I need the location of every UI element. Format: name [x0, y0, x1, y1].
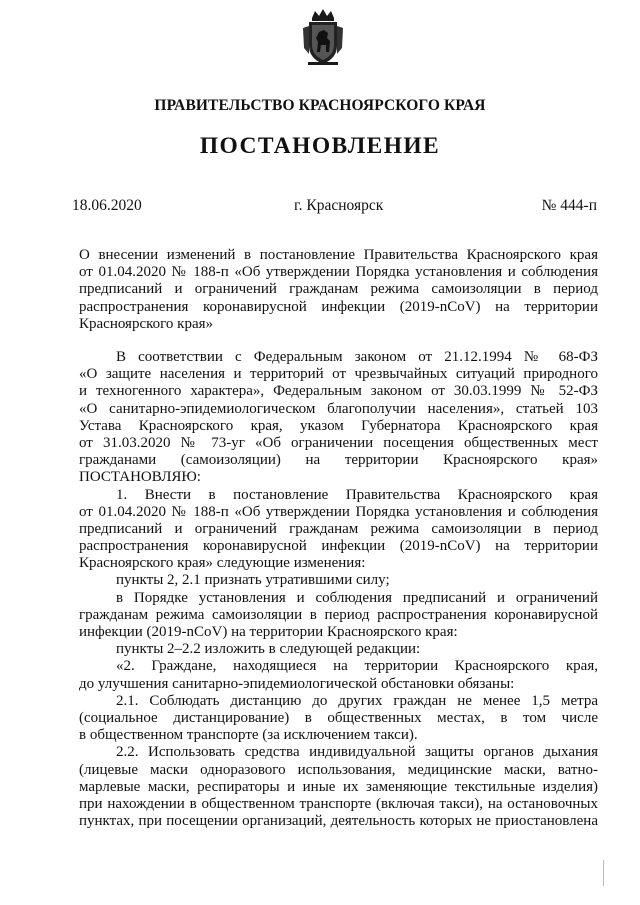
- document-meta-row: [72, 197, 597, 217]
- body-line: 1. Внести в постановление Правительства Красноярского края: [116, 486, 598, 503]
- body-line: «О защите населения и территорий от чрезвычайных ситуаций природного: [79, 366, 598, 383]
- document-body: [79, 349, 598, 830]
- body-line: предписаний и ограничений гражданам режима самоизоляции в период: [79, 520, 598, 537]
- body-line: 2.1. Соблюдать дистанцию до других граждан не менее 1,5 метра: [116, 692, 598, 709]
- body-line: в Порядке установления и соблюдения предписаний и ограничений: [116, 589, 598, 606]
- body-line: 2.2. Использовать средства индивидуальной защиты органов дыхания: [116, 744, 598, 761]
- subject-line: предписаний и ограничений гражданам режима самоизоляции в период: [79, 281, 598, 298]
- document-type-title: ПОСТАНОВЛЕНИЕ: [199, 133, 441, 159]
- body-line: от 01.04.2020 № 188-п «Об утверждении Порядка установления и соблюдения: [79, 503, 598, 520]
- body-line: гражданами (самоизоляции) на территории Красноярского края»: [79, 452, 598, 469]
- coat-of-arms-emblem: [300, 8, 346, 66]
- body-line: при нахождении в общественном транспорте (включая такси), на остановочных: [79, 795, 598, 812]
- subject-line: распространения коронавирусной инфекции (2019-nCoV) на территории: [79, 298, 598, 315]
- government-title: ПРАВИТЕЛЬСТВО КРАСНОЯРСКОГО КРАЯ: [154, 97, 486, 114]
- body-line: Устава Красноярского края, указом Губернатора Красноярского края: [79, 417, 598, 434]
- body-line: «О санитарно-эпидемиологическом благополучии населения», статьей 103: [79, 400, 598, 417]
- body-line: распространения коронавирусной инфекции (2019-nCoV) на территории: [79, 538, 598, 555]
- body-line: (социальное дистанцирование) в общественных местах, в том числе: [79, 709, 598, 726]
- document-subject: [79, 247, 598, 333]
- body-line: «2. Граждане, находящиеся на территории Красноярского края,: [116, 658, 598, 675]
- subject-line: от 01.04.2020 № 188-п «Об утверждении Порядка установления и соблюдения: [79, 264, 598, 281]
- body-line: в общественном транспорте (за исключением такси).: [79, 727, 418, 744]
- body-line: и техногенного характера», Федеральным законом от 30.03.1999 № 52-ФЗ: [79, 383, 598, 400]
- body-line: от 31.03.2020 № 73-уг «Об ограничении посещения общественных мест: [79, 434, 598, 451]
- document-number: № 444-п: [541, 197, 597, 214]
- document-city: г. Красноярск: [294, 197, 384, 214]
- body-line: марлевые маски, респираторы и иные их заменяющие текстильные изделия): [79, 778, 598, 795]
- body-line: до улучшения санитарно-эпидемиологической обстановки обязаны:: [79, 675, 515, 692]
- body-line: В соответствии с Федеральным законом от 21.12.1994 № 68-ФЗ: [116, 349, 598, 365]
- body-line: пунктах, при посещении организаций, деятельность которых не приостановлена: [79, 813, 598, 830]
- body-line: ПОСТАНОВЛЯЮ:: [79, 469, 201, 486]
- scan-edge-mark: [603, 860, 604, 886]
- body-line: (лицевые маски одноразового использования, медицинские маски, ватно-: [79, 761, 598, 778]
- document-date: 18.06.2020: [72, 197, 142, 214]
- subject-line: О внесении изменений в постановление Правительства Красноярского края: [79, 247, 598, 263]
- body-line: пункты 2–2.2 изложить в следующей редакции:: [116, 641, 421, 658]
- body-line: гражданам режима самоизоляции в период распространения коронавирусной: [79, 606, 598, 623]
- body-line: пункты 2, 2.1 признать утратившими силу;: [116, 572, 390, 589]
- body-line: Красноярского края» следующие изменения:: [79, 555, 366, 572]
- body-line: инфекции (2019-nCoV) на территории Красноярского края:: [79, 624, 458, 640]
- subject-line: Красноярского края»: [79, 315, 214, 332]
